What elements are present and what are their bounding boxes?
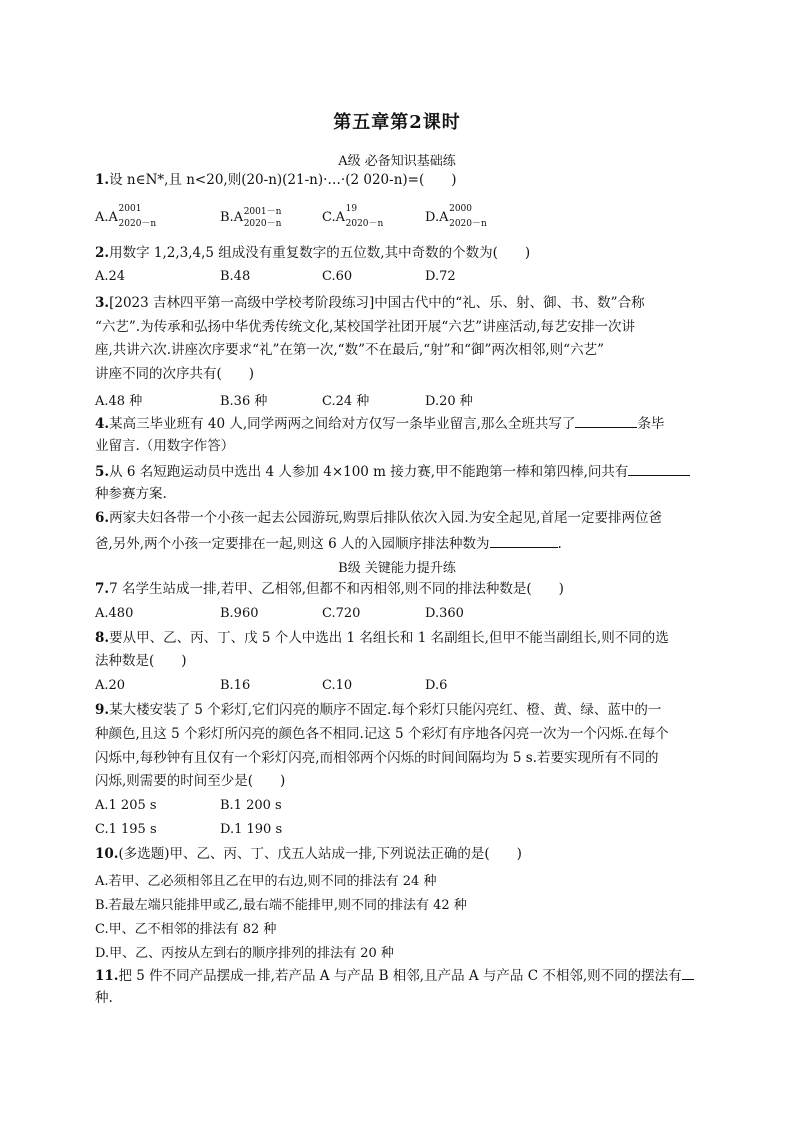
q2-option-c: C.60 xyxy=(322,269,353,284)
q2-option-d: D.72 xyxy=(425,269,456,284)
q5-answer-blank[interactable] xyxy=(628,462,690,476)
question-4-line-1: 4.某高三毕业班有 40 人,同学两两之间给对方仅写一条毕业留言,那么全班共写了 条毕 xyxy=(95,416,665,432)
question-9-line-3: 闪烁中,每秒钟有且仅有一个彩灯闪亮,而相邻两个闪烁的时间间隔均为 5 s.若要实现所有不同的 xyxy=(95,750,659,766)
question-11-line-2: 种. xyxy=(95,990,113,1006)
q11-answer-blank[interactable] xyxy=(682,966,694,980)
level-b-heading: B级 关键能力提升练 xyxy=(338,561,456,576)
q9-option-a: A.1 205 s xyxy=(95,798,157,813)
q1-option-d: D.A 2000 2020－n xyxy=(425,204,487,229)
q8-option-a: A.20 xyxy=(95,678,126,693)
question-1: 1.设 n∈N*,且 n<20,则(20-n)(21-n)·…·(2 020-n)=( ) xyxy=(95,172,457,188)
q9-option-d: D.1 190 s xyxy=(220,822,283,837)
question-8-line-2: 法种数是( ) xyxy=(95,653,187,669)
question-4-line-2: 业留言.（用数字作答） xyxy=(95,438,235,454)
q7-option-b: B.960 xyxy=(220,606,259,621)
q7-option-c: C.720 xyxy=(322,606,361,621)
q2-option-b: B.48 xyxy=(220,269,251,284)
q1-option-c: C.A 19 2020－n xyxy=(322,204,384,229)
q2-option-a: A.24 xyxy=(95,269,126,284)
q3-option-b: B.36 种 xyxy=(220,394,268,409)
q1-option-b: B.A 2001－n 2020－n xyxy=(220,207,282,229)
q3-option-a: A.48 种 xyxy=(95,394,143,409)
q3-option-d: D.20 种 xyxy=(425,394,473,409)
q10-option-b: B.若最左端只能排甲或乙,最右端不能排甲,则不同的排法有 42 种 xyxy=(95,898,467,913)
question-2: 2.用数字 1,2,3,4,5 组成没有重复数字的五位数,其中奇数的个数为( ) xyxy=(95,245,531,261)
q7-option-d: D.360 xyxy=(425,606,464,621)
q8-option-b: B.16 xyxy=(220,678,251,693)
q9-option-c: C.1 195 s xyxy=(95,822,157,837)
level-a-heading: A级 必备知识基础练 xyxy=(338,154,456,169)
q6-answer-blank[interactable] xyxy=(490,534,558,548)
question-7: 7.7 名学生站成一排,若甲、乙相邻,但都不和丙相邻,则不同的排法种数是( ) xyxy=(95,581,564,597)
q8-option-d: D.6 xyxy=(425,678,448,693)
q10-option-a: A.若甲、乙必须相邻且乙在甲的右边,则不同的排法有 24 种 xyxy=(95,874,437,889)
question-3-line-4: 讲座不同的次序共有( ) xyxy=(95,366,255,382)
q1-option-a: A.A 2001 2020－n xyxy=(95,204,157,229)
question-3-line-3: 座,共讲六次.讲座次序要求“礼”在第一次,“数”不在最后,“射”和“御”两次相邻,则“六艺” xyxy=(95,342,604,358)
question-5-line-1: 5.从 6 名短跑运动员中选出 4 人参加 4×100 m 接力赛,甲不能跑第一棒和第四棒,问共有 xyxy=(95,462,705,480)
q10-option-c: C.甲、乙不相邻的排法有 82 种 xyxy=(95,922,277,937)
page-title: 第五章第2课时 xyxy=(333,112,461,133)
q10-option-d: D.甲、乙、丙按从左到右的顺序排列的排法有 20 种 xyxy=(95,946,394,961)
q7-option-a: A.480 xyxy=(95,606,134,621)
question-9-line-1: 9.某大楼安装了 5 个彩灯,它们闪亮的顺序不固定.每个彩灯只能闪亮红、橙、黄、绿、蓝中的一 xyxy=(95,702,662,718)
question-6-line-1: 6.两家夫妇各带一个小孩一起去公园游玩,购票后排队依次入园.为安全起见,首尾一定要排两位爸 xyxy=(95,510,662,526)
question-10: 10.(多选题)甲、乙、丙、丁、戊五人站成一排,下列说法正确的是( ) xyxy=(95,846,522,862)
q3-option-c: C.24 种 xyxy=(322,394,370,409)
question-9-line-4: 闪烁,则需要的时间至少是( ) xyxy=(95,773,286,789)
question-3-line-1: 3.[2023 吉林四平第一高级中学校考阶段练习]中国古代中的“礼、乐、射、御、书、数”合称 xyxy=(95,295,645,311)
q9-option-b: B.1 200 s xyxy=(220,798,282,813)
question-5-line-2: 种参赛方案. xyxy=(95,486,167,502)
q8-option-c: C.10 xyxy=(322,678,353,693)
question-6-line-2: 爸,另外,两个小孩一定要排在一起,则这 6 人的入园顺序排法种数为 . xyxy=(95,536,562,552)
question-3-line-2: “六艺”.为传承和弘扬中华优秀传统文化,某校国学社团开展“六艺”讲座活动,每艺安排一次讲 xyxy=(95,319,635,335)
question-9-line-2: 种颜色,且这 5 个彩灯所闪亮的颜色各不相同.记这 5 个彩灯有序地各闪亮一次为一个闪烁.在每个 xyxy=(95,726,669,742)
question-8-line-1: 8.要从甲、乙、丙、丁、戊 5 个人中选出 1 名组长和 1 名副组长,但甲不能当副组长,则不同的选 xyxy=(95,630,669,646)
q4-answer-blank[interactable] xyxy=(575,414,637,428)
question-11-line-1: 11.把 5 件不同产品摆成一排,若产品 A 与产品 B 相邻,且产品 A 与产品 C 不相邻,则不同的摆法有 xyxy=(95,966,705,984)
